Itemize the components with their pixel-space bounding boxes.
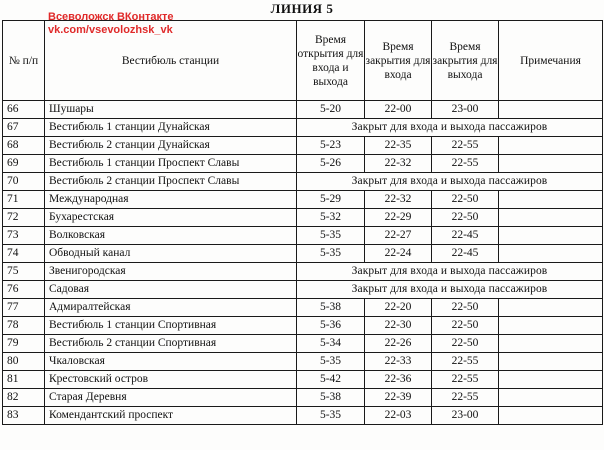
table-row [3, 137, 603, 155]
close-exit-time: 22-50 [432, 335, 499, 353]
station-name: Вестибюль 1 станции Дунайская [45, 119, 297, 137]
note-cell [499, 155, 603, 173]
row-number: 75 [3, 263, 45, 281]
open-time: 5-38 [297, 389, 365, 407]
note-cell [499, 407, 603, 425]
open-time: 5-35 [297, 353, 365, 371]
close-exit-time: 22-50 [432, 209, 499, 227]
table-row [3, 263, 603, 281]
close-entry-time: 22-27 [365, 227, 432, 245]
table-row [3, 191, 603, 209]
table-row [3, 155, 603, 173]
closed-note: Закрыт для входа и выхода пассажиров [297, 173, 603, 191]
table-row [3, 317, 603, 335]
table-row [3, 101, 603, 119]
open-time: 5-35 [297, 245, 365, 263]
note-cell [499, 353, 603, 371]
table-row [3, 173, 603, 191]
close-exit-time: 22-55 [432, 389, 499, 407]
station-name: Чкаловская [45, 353, 297, 371]
table-row [3, 335, 603, 353]
row-number: 77 [3, 299, 45, 317]
table-row [3, 371, 603, 389]
schedule-body [3, 101, 603, 425]
table-row [3, 353, 603, 371]
row-number: 74 [3, 245, 45, 263]
open-time: 5-42 [297, 371, 365, 389]
close-exit-time: 22-50 [432, 299, 499, 317]
row-number: 66 [3, 101, 45, 119]
close-exit-time: 22-55 [432, 371, 499, 389]
closed-note: Закрыт для входа и выхода пассажиров [297, 263, 603, 281]
open-time: 5-20 [297, 101, 365, 119]
station-name: Вестибюль 1 станции Спортивная [45, 317, 297, 335]
table-row [3, 209, 603, 227]
close-entry-time: 22-33 [365, 353, 432, 371]
station-name: Вестибюль 1 станции Проспект Славы [45, 155, 297, 173]
open-time: 5-36 [297, 317, 365, 335]
station-name: Садовая [45, 281, 297, 299]
note-cell [499, 137, 603, 155]
row-number: 69 [3, 155, 45, 173]
station-name: Волковская [45, 227, 297, 245]
header-open: Время открытия для входа и выхода [297, 21, 365, 101]
row-number: 76 [3, 281, 45, 299]
closed-note: Закрыт для входа и выхода пассажиров [297, 281, 603, 299]
row-number: 70 [3, 173, 45, 191]
note-cell [499, 209, 603, 227]
open-time: 5-29 [297, 191, 365, 209]
close-exit-time: 22-55 [432, 353, 499, 371]
close-exit-time: 22-45 [432, 245, 499, 263]
close-entry-time: 22-00 [365, 101, 432, 119]
close-entry-time: 22-26 [365, 335, 432, 353]
table-row [3, 119, 603, 137]
open-time: 5-38 [297, 299, 365, 317]
close-exit-time: 22-50 [432, 317, 499, 335]
close-exit-time: 22-55 [432, 155, 499, 173]
note-cell [499, 335, 603, 353]
row-number: 81 [3, 371, 45, 389]
note-cell [499, 101, 603, 119]
row-number: 67 [3, 119, 45, 137]
row-number: 73 [3, 227, 45, 245]
watermark [48, 11, 174, 37]
row-number: 71 [3, 191, 45, 209]
close-entry-time: 22-20 [365, 299, 432, 317]
close-entry-time: 22-30 [365, 317, 432, 335]
note-cell [499, 227, 603, 245]
open-time: 5-32 [297, 209, 365, 227]
table-row [3, 245, 603, 263]
station-name: Вестибюль 2 станции Проспект Славы [45, 173, 297, 191]
table-row [3, 227, 603, 245]
row-number: 82 [3, 389, 45, 407]
note-cell [499, 191, 603, 209]
open-time: 5-35 [297, 407, 365, 425]
station-name: Старая Деревня [45, 389, 297, 407]
page-title: ЛИНИЯ 5 [270, 1, 334, 16]
table-row [3, 407, 603, 425]
station-name: Международная [45, 191, 297, 209]
close-entry-time: 22-24 [365, 245, 432, 263]
station-name: Обводный канал [45, 245, 297, 263]
table-row [3, 281, 603, 299]
header-note: Примечания [499, 21, 603, 101]
station-name: Бухарестская [45, 209, 297, 227]
close-entry-time: 22-29 [365, 209, 432, 227]
close-entry-time: 22-03 [365, 407, 432, 425]
row-number: 78 [3, 317, 45, 335]
table-row [3, 389, 603, 407]
header-close-entry: Время закрытия для входа [365, 21, 432, 101]
close-exit-time: 22-45 [432, 227, 499, 245]
table-row [3, 299, 603, 317]
schedule-table [2, 20, 603, 425]
row-number: 83 [3, 407, 45, 425]
close-entry-time: 22-39 [365, 389, 432, 407]
close-entry-time: 22-35 [365, 137, 432, 155]
close-entry-time: 22-36 [365, 371, 432, 389]
header-close-exit: Время закрытия для выхода [432, 21, 499, 101]
watermark-line-2: vk.com/vsevolozhsk_vk [48, 24, 173, 36]
station-name: Вестибюль 2 станции Дунайская [45, 137, 297, 155]
station-name: Вестибюль 2 станции Спортивная [45, 335, 297, 353]
open-time: 5-26 [297, 155, 365, 173]
note-cell [499, 389, 603, 407]
note-cell [499, 245, 603, 263]
open-time: 5-34 [297, 335, 365, 353]
row-number: 80 [3, 353, 45, 371]
note-cell [499, 299, 603, 317]
station-name: Шушары [45, 101, 297, 119]
open-time: 5-23 [297, 137, 365, 155]
close-exit-time: 23-00 [432, 101, 499, 119]
closed-note: Закрыт для входа и выхода пассажиров [297, 119, 603, 137]
close-exit-time: 22-50 [432, 191, 499, 209]
station-name: Крестовский остров [45, 371, 297, 389]
open-time: 5-35 [297, 227, 365, 245]
station-name: Комендантский проспект [45, 407, 297, 425]
row-number: 68 [3, 137, 45, 155]
row-number: 79 [3, 335, 45, 353]
station-name: Звенигородская [45, 263, 297, 281]
note-cell [499, 317, 603, 335]
header-station: Вестибюль станции [45, 21, 297, 101]
row-number: 72 [3, 209, 45, 227]
close-exit-time: 23-00 [432, 407, 499, 425]
close-entry-time: 22-32 [365, 191, 432, 209]
watermark-line-1: Всеволожск ВКонтакте [48, 11, 174, 23]
close-entry-time: 22-32 [365, 155, 432, 173]
header-num: № п/п [3, 21, 45, 101]
station-name: Адмиралтейская [45, 299, 297, 317]
close-exit-time: 22-55 [432, 137, 499, 155]
note-cell [499, 371, 603, 389]
